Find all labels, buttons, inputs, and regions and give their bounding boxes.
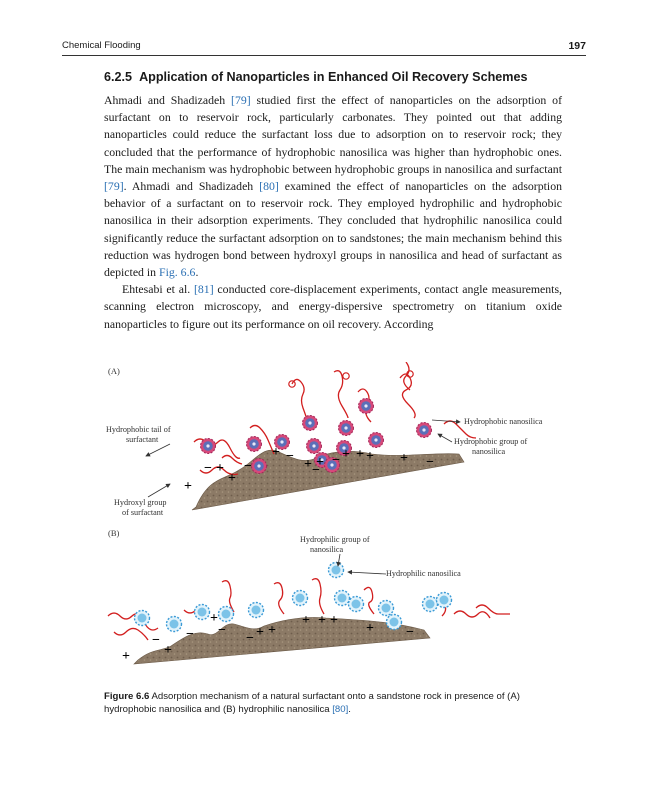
svg-text:−: − (426, 455, 434, 470)
svg-text:+: + (330, 613, 338, 628)
text-run: studied first the effect of nanoparticles on the adsorption of surfactant on to reservoir rock, particularly carbonates. They pointed out that adding nanoparticles could reduce the surfactant loss due to adsorption on to reservoir rock; they concluded that the performance of hydrophobic nanosilica was higher than hydrophobic ones. The main mechanism was hydrophobic between hydrophobic groups in nanosilica and surfactant (104, 93, 562, 176)
figure-6-6 (104, 362, 574, 672)
caption-label: Figure 6.6 (104, 691, 150, 702)
section-number: 6.2.5 (104, 70, 133, 84)
paragraph-1 (104, 92, 562, 281)
svg-text:+: + (122, 649, 130, 664)
svg-text:+: + (316, 455, 324, 470)
svg-text:+: + (304, 457, 312, 472)
citation-link[interactable]: [79] (231, 93, 251, 107)
svg-text:−: − (286, 449, 294, 464)
text-run: Ehtesabi et al. (122, 282, 194, 297)
label-hydrophobic-group-cont: nanosilica (472, 447, 506, 456)
figure-illustration (104, 362, 574, 672)
svg-text:+: + (216, 461, 224, 476)
svg-text:−: − (312, 463, 320, 478)
figure-link[interactable]: Fig. 6.6 (159, 265, 196, 280)
svg-text:−: − (332, 453, 340, 468)
running-head (62, 40, 586, 54)
svg-text:+: + (356, 447, 364, 462)
text-run: Ahmadi and Shadizadeh (104, 93, 232, 107)
svg-text:+: + (342, 447, 350, 462)
svg-text:+: + (318, 613, 326, 628)
label-hydrophobic-nanosilica: Hydrophobic nanosilica (464, 417, 543, 426)
svg-text:+: + (272, 445, 280, 460)
svg-text:−: − (186, 627, 194, 642)
svg-text:+: + (366, 449, 374, 464)
svg-text:−: − (204, 461, 212, 476)
section-title: Application of Nanoparticles in Enhanced Oil Recovery Schemes (139, 70, 528, 84)
label-hydroxyl-group-cont: of surfactant (122, 508, 164, 517)
header-rule (62, 55, 586, 56)
svg-text:+: + (400, 451, 408, 466)
body-text (104, 92, 562, 333)
svg-text:−: − (246, 631, 254, 646)
label-hydrophilic-group-cont: nanosilica (310, 545, 344, 554)
label-hydrophobic-group: Hydrophobic group of (454, 437, 528, 446)
svg-text:−: − (152, 633, 160, 648)
section-heading (104, 70, 574, 84)
caption-end: . (348, 704, 351, 715)
svg-text:−: − (244, 459, 252, 474)
svg-text:+: + (210, 611, 218, 626)
label-hydrophilic-nanosilica: Hydrophilic nanosilica (386, 569, 461, 578)
svg-text:+: + (164, 643, 172, 658)
svg-text:+: + (256, 625, 264, 640)
citation-link[interactable]: [79] (104, 179, 124, 194)
citation-link[interactable]: [80] (332, 704, 349, 715)
label-hydroxyl-group: Hydroxyl group (114, 498, 167, 507)
svg-text:+: + (228, 471, 236, 486)
text-run: . (195, 265, 199, 280)
caption-text: Adsorption mechanism of a natural surfactant onto a sandstone rock in presence of (A) hydrophobic nanosilica and (B) hydrophilic nanosilica (104, 691, 520, 715)
text-run: conducted core-displacement experiments, contact angle measurements, scanning electron microscopy, and energy-dispersive spectrometry on titanium oxide nanoparticles to figure out its performance on oil recovery. According (104, 282, 562, 331)
citation-link[interactable]: [81] (193, 282, 214, 297)
panel-a-label: (A) (108, 366, 120, 376)
text-run: examined the effect of nanoparticles on the adsorption behavior of a surfactant on to reservoir rock. They employed hydrophilic and hydrophobic nanosilica in their adsorption experiments. They concluded that hydrophilic nanosilica could significantly reduce the surfactant adsorption on to sandstones; the main mechanism behind this reduction was hydrogen bond between hydroxyl groups in nanosilica and head of surfactant as depicted in (104, 179, 562, 280)
svg-text:+: + (366, 621, 374, 636)
label-hydrophilic-group: Hydrophilic group of (300, 535, 370, 544)
page-number: 197 (568, 40, 586, 52)
svg-text:+: + (184, 479, 192, 494)
running-title: Chemical Flooding (62, 40, 141, 51)
svg-text:+: + (268, 623, 276, 638)
svg-text:+: + (302, 613, 310, 628)
svg-text:−: − (406, 625, 414, 640)
citation-link[interactable]: [80] (259, 179, 279, 194)
svg-text:−: − (218, 623, 226, 638)
label-hydrophobic-tail-cont: surfactant (126, 435, 159, 444)
label-hydrophobic-tail: Hydrophobic tail of (106, 425, 171, 434)
figure-caption (104, 690, 564, 716)
text-run: . Ahmadi and Shadizadeh (123, 179, 260, 194)
panel-b-label: (B) (108, 528, 120, 538)
paragraph-2 (104, 281, 562, 333)
